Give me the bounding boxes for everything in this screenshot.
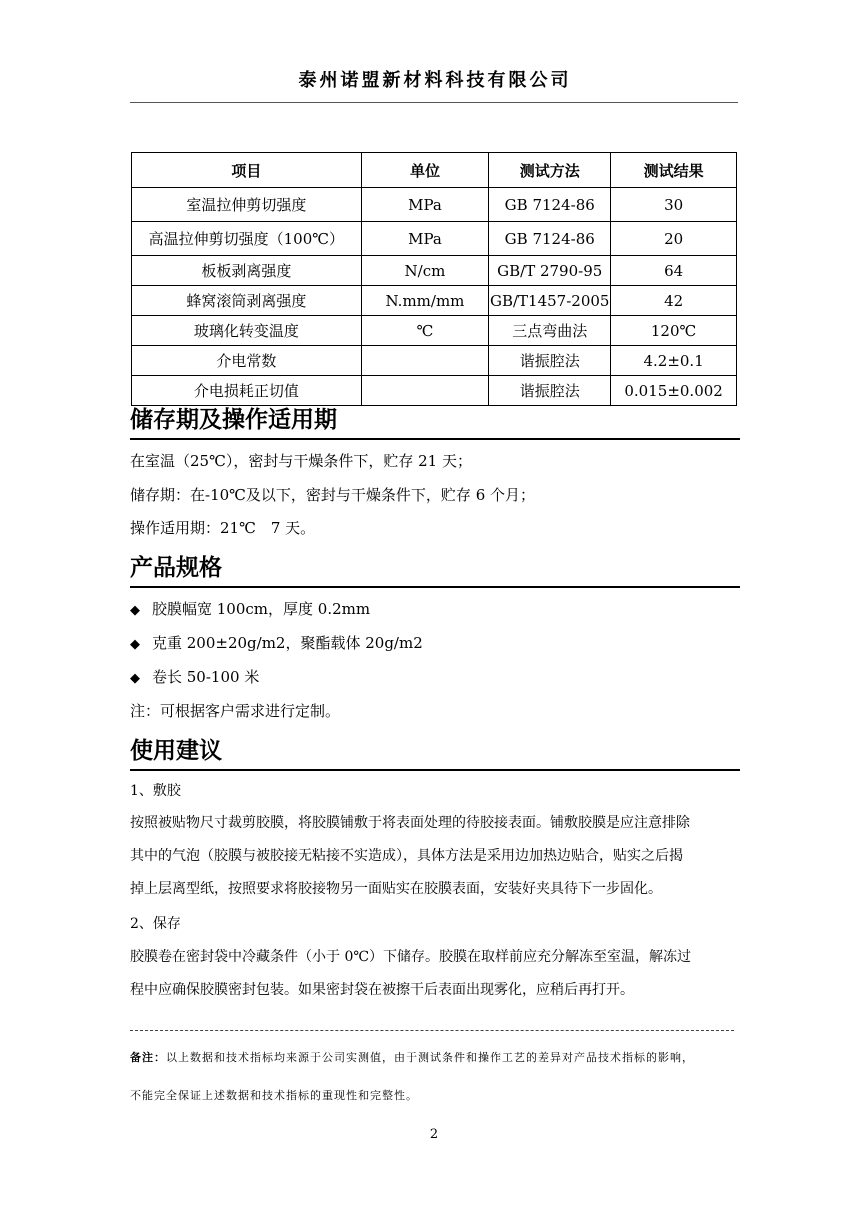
- dashed-divider: [130, 1030, 734, 1031]
- table-cell: [361, 376, 489, 406]
- table-cell: 谐振腔法: [489, 376, 611, 406]
- diamond-bullet-icon: ◆: [130, 603, 140, 618]
- table-cell: MPa: [361, 222, 489, 256]
- paragraph-line: 程中应确保胶膜密封包装。如果密封袋在被擦干后表面出现雾化，应稍后再打开。: [130, 982, 634, 998]
- storage-line: 储存期：在-10℃及以下，密封与干燥条件下，贮存 6 个月；: [130, 486, 536, 504]
- table-cell: 谐振腔法: [489, 346, 611, 376]
- table-cell: 0.015±0.002: [611, 376, 737, 406]
- table-cell: 42: [611, 286, 737, 316]
- table-cell: GB 7124-86: [489, 222, 611, 256]
- table-row: [132, 346, 737, 376]
- section-divider: [130, 769, 740, 771]
- paragraph-line: 按照被贴物尺寸裁剪胶膜，将胶膜铺敷于将表面处理的待胶接表面。铺敷胶膜是应注意排除: [130, 815, 690, 831]
- remark-label: 备注：: [130, 1051, 166, 1064]
- table-cell: GB/T1457-2005: [489, 286, 611, 316]
- table-cell: N.mm/mm: [361, 286, 489, 316]
- remark-text: 以上数据和技术指标均来源于公司实测值，由于测试条件和操作工艺的差异对产品技术指标的影响，: [166, 1051, 694, 1064]
- remark-line: [130, 1043, 742, 1073]
- table-row: [132, 188, 737, 222]
- table-cell: MPa: [361, 188, 489, 222]
- usage-step-paragraph: [130, 941, 742, 1007]
- paragraph-line: 其中的气泡（胶膜与被胶接无粘接不实造成），具体方法是采用边加热边贴合，贴实之后揭: [130, 848, 683, 864]
- table-cell: GB/T 2790-95: [489, 256, 611, 286]
- spec-bullet-item: [130, 633, 423, 655]
- page-number: 2: [429, 1127, 439, 1142]
- table-cell: 玻璃化转变温度: [132, 316, 362, 346]
- spec-bullet-text: 克重 200±20g/m2，聚酯载体 20g/m2: [152, 634, 423, 652]
- table-cell: [361, 346, 489, 376]
- spec-bullet-text: 卷长 50-100 米: [152, 668, 260, 686]
- table-row: [132, 222, 737, 256]
- diamond-bullet-icon: ◆: [130, 637, 140, 652]
- storage-line: 在室温（25℃），密封与干燥条件下，贮存 21 天；: [130, 452, 472, 470]
- spec-bullet-item: [130, 667, 259, 689]
- table-row: [132, 376, 737, 406]
- section-divider: [130, 586, 740, 588]
- table-cell: 20: [611, 222, 737, 256]
- table-header-row: [132, 153, 737, 188]
- storage-line: 操作适用期：21℃ 7 天。: [130, 519, 316, 537]
- table-cell: 120℃: [611, 316, 737, 346]
- table-cell: 板板剥离强度: [132, 256, 362, 286]
- table-cell: 蜂窝滚筒剥离强度: [132, 286, 362, 316]
- table-cell: 4.2±0.1: [611, 346, 737, 376]
- table-cell: 介电常数: [132, 346, 362, 376]
- column-header: 测试结果: [611, 153, 737, 188]
- spec-bullet-item: [130, 599, 370, 621]
- table-row: [132, 256, 737, 286]
- table-cell: 64: [611, 256, 737, 286]
- paragraph-line: 掉上层离型纸，按照要求将胶接物另一面贴实在胶膜表面，安装好夹具待下一步固化。: [130, 881, 662, 897]
- usage-step-paragraph: [130, 807, 742, 906]
- paragraph-line: 胶膜卷在密封袋中冷藏条件（小于 0℃）下储存。胶膜在取样前应充分解冻至室温，解冻过: [130, 949, 692, 965]
- company-name: 泰州诺盟新材料科技有限公司: [298, 70, 572, 91]
- customization-note: 注：可根据客户需求进行定制。: [130, 702, 341, 720]
- table-cell: GB 7124-86: [489, 188, 611, 222]
- table-cell: N/cm: [361, 256, 489, 286]
- usage-step-title: 1、敷胶: [130, 783, 181, 799]
- column-header: 项目: [132, 153, 362, 188]
- spec-table: [131, 152, 737, 406]
- diamond-bullet-icon: ◆: [130, 671, 140, 686]
- column-header: 测试方法: [489, 153, 611, 188]
- usage-section-title: 使用建议: [130, 738, 222, 764]
- storage-section-title: 储存期及操作适用期: [130, 407, 337, 433]
- remark-line: 不能完全保证上述数据和技术指标的重现性和完整性。: [130, 1089, 418, 1102]
- table-cell: 介电损耗正切值: [132, 376, 362, 406]
- section-divider: [130, 438, 740, 440]
- specs-section-title: 产品规格: [130, 555, 222, 581]
- table-row: [132, 286, 737, 316]
- header-divider: [130, 102, 738, 103]
- table-cell: 30: [611, 188, 737, 222]
- table-cell: 高温拉伸剪切强度（100℃）: [132, 222, 362, 256]
- table-cell: 三点弯曲法: [489, 316, 611, 346]
- usage-step-title: 2、保存: [130, 916, 181, 932]
- table-cell: 室温拉伸剪切强度: [132, 188, 362, 222]
- table-row: [132, 316, 737, 346]
- column-header: 单位: [361, 153, 489, 188]
- spec-bullet-text: 胶膜幅宽 100cm，厚度 0.2mm: [152, 600, 371, 618]
- table-cell: ℃: [361, 316, 489, 346]
